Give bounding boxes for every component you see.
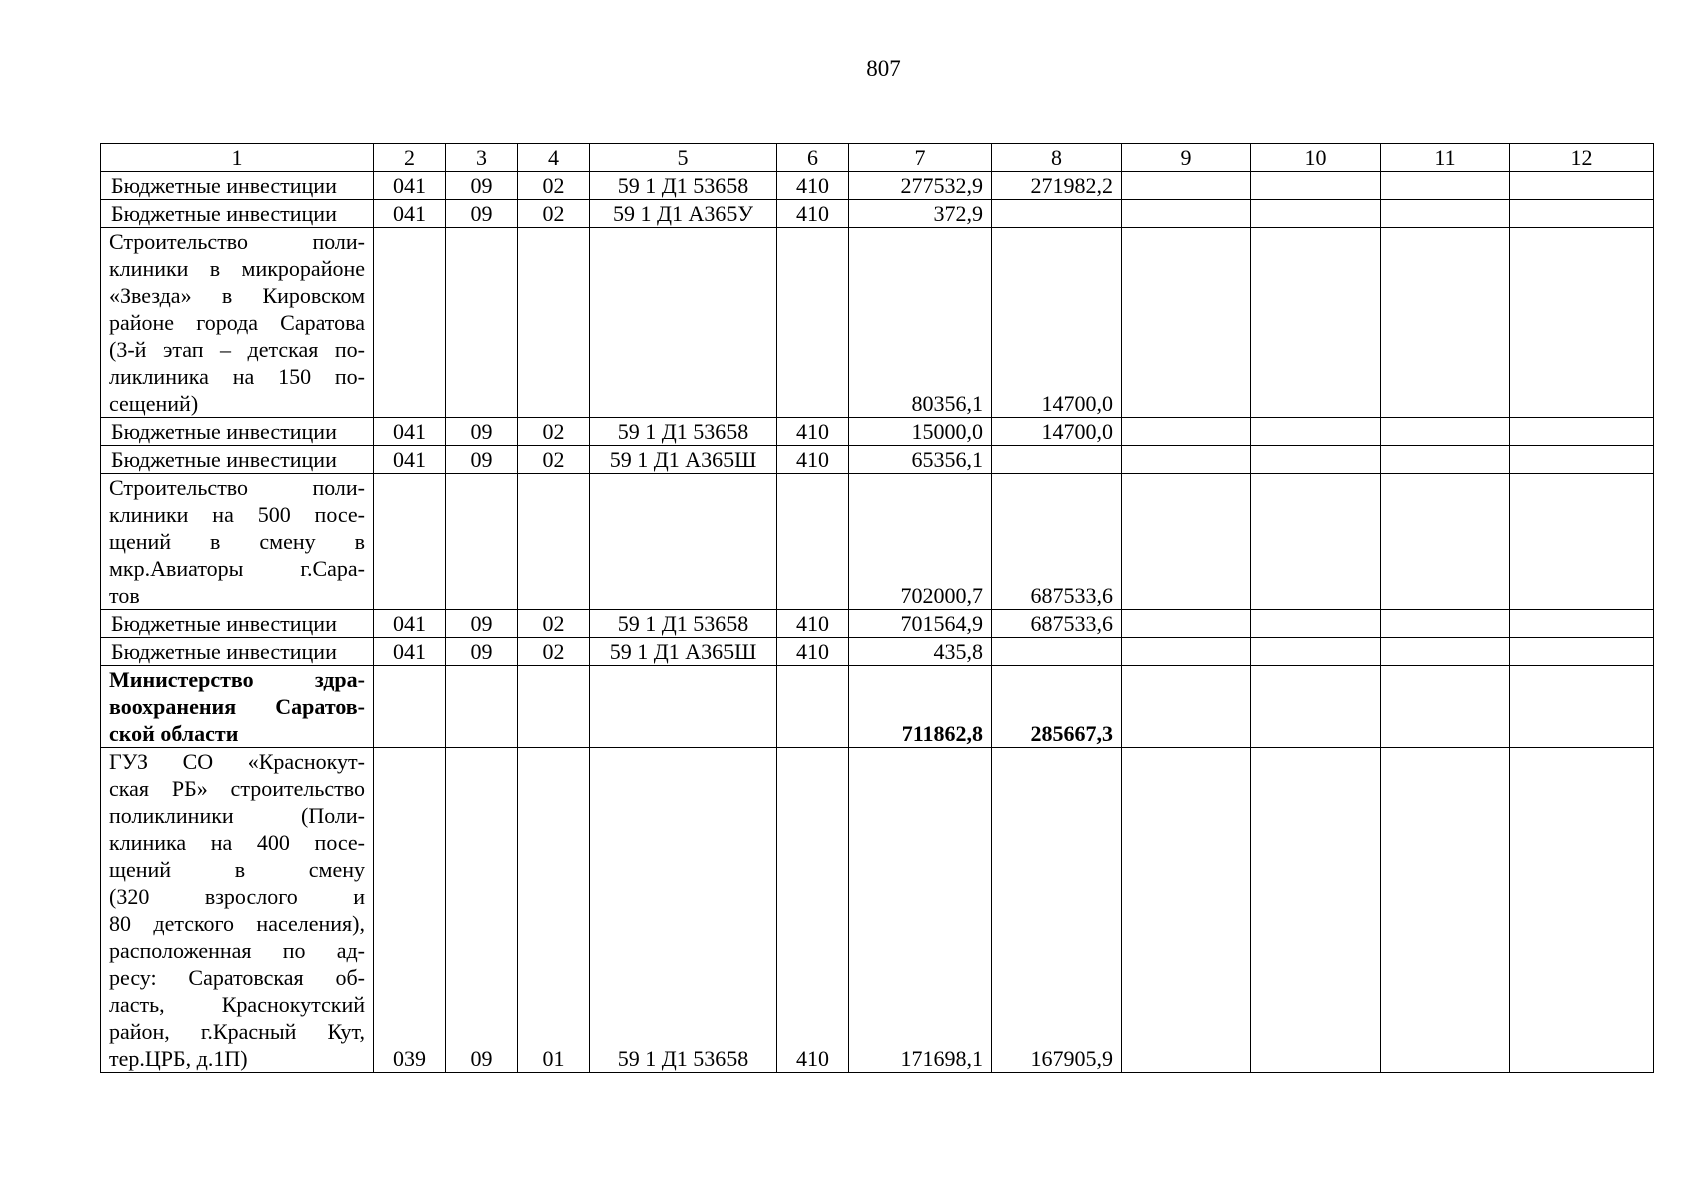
item-name-line: Министерство здра-	[109, 667, 365, 692]
empty-cell-col9	[1122, 418, 1251, 446]
empty-cell-col11	[1381, 748, 1510, 1073]
item-name-line: щений в смену в	[109, 529, 365, 554]
empty-cell-col10	[1251, 200, 1381, 228]
budget-table	[100, 143, 1654, 1073]
amount-col8-cell	[992, 638, 1122, 666]
item-name-cell	[101, 228, 374, 418]
empty-cell-col9	[1122, 200, 1251, 228]
amount-col7-cell: 277532,9	[849, 172, 992, 200]
item-name-line: Строительство поли-	[109, 475, 365, 500]
item-name-line: клиники в микрорайоне	[109, 256, 365, 281]
table-row	[101, 748, 1654, 1073]
item-name-line: Бюджетные инвестиции	[111, 447, 337, 472]
section-code-cell: 09	[446, 200, 518, 228]
table-row	[101, 172, 1654, 200]
section-code-cell: 09	[446, 418, 518, 446]
ministry-code-cell: 041	[374, 610, 446, 638]
empty-cell-col12	[1510, 748, 1654, 1073]
item-name-line: поликлиники (Поли-	[109, 803, 365, 828]
amount-col7-cell: 711862,8	[849, 666, 992, 748]
ministry-code-cell: 041	[374, 172, 446, 200]
amount-col8-cell: 687533,6	[992, 610, 1122, 638]
target-article-cell	[590, 474, 777, 610]
expense-type-cell: 410	[777, 200, 849, 228]
expense-type-cell	[777, 666, 849, 748]
amount-col8-cell: 14700,0	[992, 418, 1122, 446]
empty-cell-col12	[1510, 446, 1654, 474]
amount-col8-cell: 687533,6	[992, 474, 1122, 610]
item-name-line: Бюджетные инвестиции	[111, 639, 337, 664]
empty-cell-col11	[1381, 638, 1510, 666]
empty-cell-col9	[1122, 228, 1251, 418]
empty-cell-col11	[1381, 474, 1510, 610]
ministry-code-cell	[374, 228, 446, 418]
section-code-cell: 09	[446, 638, 518, 666]
empty-cell-col12	[1510, 666, 1654, 748]
item-name-line: Бюджетные инвестиции	[111, 419, 337, 444]
subsection-code-cell: 02	[518, 418, 590, 446]
amount-col7-cell: 65356,1	[849, 446, 992, 474]
empty-cell-col12	[1510, 418, 1654, 446]
header-cell: 6	[777, 144, 849, 172]
subsection-code-cell: 02	[518, 200, 590, 228]
ministry-code-cell: 041	[374, 418, 446, 446]
subsection-code-cell: 02	[518, 610, 590, 638]
expense-type-cell: 410	[777, 418, 849, 446]
empty-cell-col11	[1381, 446, 1510, 474]
header-cell: 4	[518, 144, 590, 172]
amount-col7-cell: 435,8	[849, 638, 992, 666]
subsection-code-cell	[518, 474, 590, 610]
header-cell: 9	[1122, 144, 1251, 172]
empty-cell-col10	[1251, 228, 1381, 418]
amount-col7-cell: 80356,1	[849, 228, 992, 418]
section-code-cell: 09	[446, 748, 518, 1073]
table-row	[101, 446, 1654, 474]
amount-col8-cell: 271982,2	[992, 172, 1122, 200]
item-name-cell	[101, 200, 374, 228]
amount-col7-cell: 15000,0	[849, 418, 992, 446]
target-article-cell: 59 1 Д1 53658	[590, 748, 777, 1073]
empty-cell-col9	[1122, 610, 1251, 638]
item-name-line: Бюджетные инвестиции	[111, 173, 337, 198]
header-cell: 12	[1510, 144, 1654, 172]
item-name-line: ГУЗ СО «Краснокут-	[109, 749, 365, 774]
header-cell: 1	[101, 144, 374, 172]
item-name-line: Бюджетные инвестиции	[111, 611, 337, 636]
subsection-code-cell	[518, 666, 590, 748]
item-name-cell	[101, 610, 374, 638]
empty-cell-col10	[1251, 638, 1381, 666]
page-number: 807	[866, 56, 901, 81]
target-article-cell: 59 1 Д1 53658	[590, 172, 777, 200]
empty-cell-col10	[1251, 418, 1381, 446]
ministry-code-cell	[374, 666, 446, 748]
header-cell: 10	[1251, 144, 1381, 172]
section-code-cell	[446, 666, 518, 748]
empty-cell-col9	[1122, 446, 1251, 474]
subsection-code-cell: 02	[518, 446, 590, 474]
empty-cell-col10	[1251, 446, 1381, 474]
item-name-line: тов	[109, 583, 140, 608]
empty-cell-col12	[1510, 200, 1654, 228]
expense-type-cell: 410	[777, 172, 849, 200]
target-article-cell: 59 1 Д1 53658	[590, 610, 777, 638]
expense-type-cell	[777, 228, 849, 418]
subsection-code-cell: 02	[518, 172, 590, 200]
item-name-cell	[101, 748, 374, 1073]
item-name-line: ликлиника на 150 по-	[109, 364, 365, 389]
amount-col8-cell	[992, 446, 1122, 474]
amount-col8-cell	[992, 200, 1122, 228]
empty-cell-col10	[1251, 474, 1381, 610]
ministry-code-cell	[374, 474, 446, 610]
item-name-line: Бюджетные инвестиции	[111, 201, 337, 226]
subsection-code-cell	[518, 228, 590, 418]
expense-type-cell	[777, 474, 849, 610]
empty-cell-col11	[1381, 418, 1510, 446]
empty-cell-col12	[1510, 172, 1654, 200]
subsection-code-cell: 01	[518, 748, 590, 1073]
empty-cell-col10	[1251, 172, 1381, 200]
ministry-code-cell: 041	[374, 638, 446, 666]
item-name-line: «Звезда» в Кировском	[109, 283, 365, 308]
ministry-code-cell: 041	[374, 200, 446, 228]
header-cell: 8	[992, 144, 1122, 172]
empty-cell-col10	[1251, 610, 1381, 638]
item-name-line: ресу: Саратовская об-	[109, 965, 365, 990]
empty-cell-col10	[1251, 666, 1381, 748]
empty-cell-col9	[1122, 638, 1251, 666]
item-name-line: расположенная по ад-	[109, 938, 365, 963]
table-row	[101, 474, 1654, 610]
section-code-cell	[446, 474, 518, 610]
item-name-line: 80 детского населения),	[109, 911, 365, 936]
table-row	[101, 228, 1654, 418]
amount-col7-cell: 702000,7	[849, 474, 992, 610]
table-row	[101, 666, 1654, 748]
target-article-cell	[590, 228, 777, 418]
item-name-line: (320 взрослого и	[109, 884, 365, 909]
amount-col8-cell: 14700,0	[992, 228, 1122, 418]
empty-cell-col11	[1381, 666, 1510, 748]
section-code-cell: 09	[446, 172, 518, 200]
header-cell: 3	[446, 144, 518, 172]
item-name-line: ласть, Краснокутский	[109, 992, 365, 1017]
table-row	[101, 610, 1654, 638]
item-name-line: щений в смену	[109, 857, 365, 882]
amount-col8-cell: 167905,9	[992, 748, 1122, 1073]
amount-col7-cell: 701564,9	[849, 610, 992, 638]
header-cell: 11	[1381, 144, 1510, 172]
header-cell: 5	[590, 144, 777, 172]
empty-cell-col9	[1122, 172, 1251, 200]
empty-cell-col9	[1122, 474, 1251, 610]
item-name-line: ская РБ» строительство	[109, 776, 365, 801]
empty-cell-col12	[1510, 474, 1654, 610]
section-code-cell: 09	[446, 610, 518, 638]
item-name-cell	[101, 638, 374, 666]
ministry-code-cell: 041	[374, 446, 446, 474]
item-name-cell	[101, 474, 374, 610]
target-article-cell: 59 1 Д1 А365Ш	[590, 446, 777, 474]
expense-type-cell: 410	[777, 610, 849, 638]
target-article-cell	[590, 666, 777, 748]
empty-cell-col12	[1510, 610, 1654, 638]
item-name-line: клиники на 500 посе-	[109, 502, 365, 527]
item-name-line: сещений)	[109, 391, 199, 416]
empty-cell-col11	[1381, 200, 1510, 228]
empty-cell-col9	[1122, 748, 1251, 1073]
item-name-line: тер.ЦРБ, д.1П)	[109, 1046, 248, 1071]
subsection-code-cell: 02	[518, 638, 590, 666]
table-row	[101, 418, 1654, 446]
item-name-line: клиника на 400 посе-	[109, 830, 365, 855]
table-row	[101, 200, 1654, 228]
expense-type-cell: 410	[777, 748, 849, 1073]
item-name-line: ской области	[109, 721, 239, 746]
empty-cell-col9	[1122, 666, 1251, 748]
table-row	[101, 638, 1654, 666]
section-code-cell	[446, 228, 518, 418]
item-name-cell	[101, 446, 374, 474]
expense-type-cell: 410	[777, 446, 849, 474]
empty-cell-col11	[1381, 172, 1510, 200]
empty-cell-col12	[1510, 638, 1654, 666]
item-name-cell	[101, 172, 374, 200]
item-name-cell	[101, 666, 374, 748]
section-code-cell: 09	[446, 446, 518, 474]
amount-col7-cell: 171698,1	[849, 748, 992, 1073]
header-cell: 7	[849, 144, 992, 172]
empty-cell-col11	[1381, 610, 1510, 638]
item-name-line: мкр.Авиаторы г.Сара-	[109, 556, 365, 581]
empty-cell-col10	[1251, 748, 1381, 1073]
table-body	[101, 144, 1654, 1073]
empty-cell-col12	[1510, 228, 1654, 418]
item-name-line: район, г.Красный Кут,	[109, 1019, 365, 1044]
amount-col8-cell: 285667,3	[992, 666, 1122, 748]
expense-type-cell: 410	[777, 638, 849, 666]
item-name-cell	[101, 418, 374, 446]
target-article-cell: 59 1 Д1 А365У	[590, 200, 777, 228]
header-row	[101, 144, 1654, 172]
ministry-code-cell: 039	[374, 748, 446, 1073]
item-name-line: (3-й этап – детская по-	[109, 337, 365, 362]
header-cell: 2	[374, 144, 446, 172]
target-article-cell: 59 1 Д1 А365Ш	[590, 638, 777, 666]
item-name-line: воохранения Саратов-	[109, 694, 365, 719]
target-article-cell: 59 1 Д1 53658	[590, 418, 777, 446]
empty-cell-col11	[1381, 228, 1510, 418]
item-name-line: районе города Саратова	[109, 310, 365, 335]
item-name-line: Строительство поли-	[109, 229, 365, 254]
amount-col7-cell: 372,9	[849, 200, 992, 228]
